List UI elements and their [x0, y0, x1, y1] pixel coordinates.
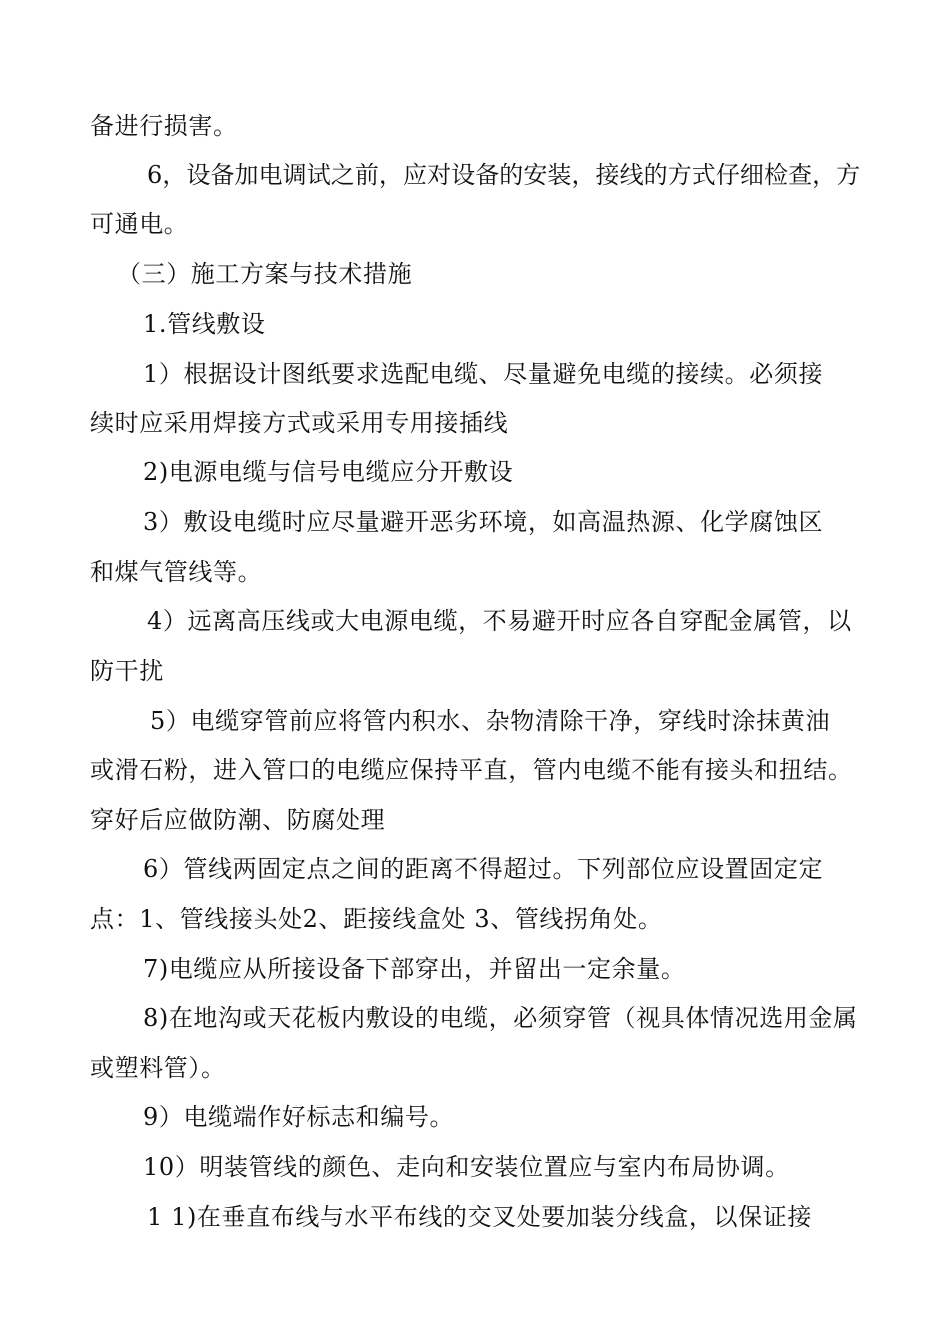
text-line: 8)在地沟或天花板内敷设的电缆，必须穿管（视具体情况选用金属 — [143, 1004, 858, 1032]
text-line: 防干扰 — [90, 657, 164, 685]
text-line: 6）管线两固定点之间的距离不得超过。下列部位应设置固定定 — [143, 855, 824, 883]
text-line: 2)电源电缆与信号电缆应分开敷设 — [143, 458, 514, 486]
text-line: 9）电缆端作好标志和编号。 — [143, 1103, 455, 1131]
text-line: 1）根据设计图纸要求选配电缆、尽量避免电缆的接续。必须接 — [143, 360, 824, 388]
text-line: 6，设备加电调试之前，应对设备的安装，接线的方式仔细检查，方 — [147, 161, 861, 189]
text-line: 5）电缆穿管前应将管内积水、杂物清除干净，穿线时涂抹黄油 — [150, 707, 831, 735]
text-line: 1 1)在垂直布线与水平布线的交叉处要加装分线盒，以保证接 — [147, 1203, 812, 1231]
text-line: 和煤气管线等。 — [90, 558, 263, 586]
text-line: 续时应采用焊接方式或采用专用接插线 — [90, 409, 509, 437]
text-line: 点：1、管线接头处2、距接线盒处 3、管线拐角处。 — [90, 905, 663, 933]
text-line: 或塑料管）。 — [90, 1054, 226, 1082]
text-line: 备进行损害。 — [90, 112, 238, 140]
text-line: 10）明装管线的颜色、走向和安装位置应与室内布局协调。 — [143, 1153, 790, 1181]
text-line: 或滑石粉，进入管口的电缆应保持平直，管内电缆不能有接头和扭结。 — [90, 756, 853, 784]
text-line: 7)电缆应从所接设备下部穿出，并留出一定余量。 — [143, 955, 686, 983]
text-line: 穿好后应做防潮、防腐处理 — [90, 806, 386, 834]
section-heading: （三）施工方案与技术措施 — [117, 260, 413, 288]
subsection-heading: 1.管线敷设 — [143, 310, 266, 338]
text-line: 4）远离高压线或大电源电缆，不易避开时应各自穿配金属管，以 — [147, 607, 852, 635]
text-line: 可通电。 — [90, 210, 189, 238]
text-line: 3）敷设电缆时应尽量避开恶劣环境，如高温热源、化学腐蚀区 — [143, 508, 824, 536]
